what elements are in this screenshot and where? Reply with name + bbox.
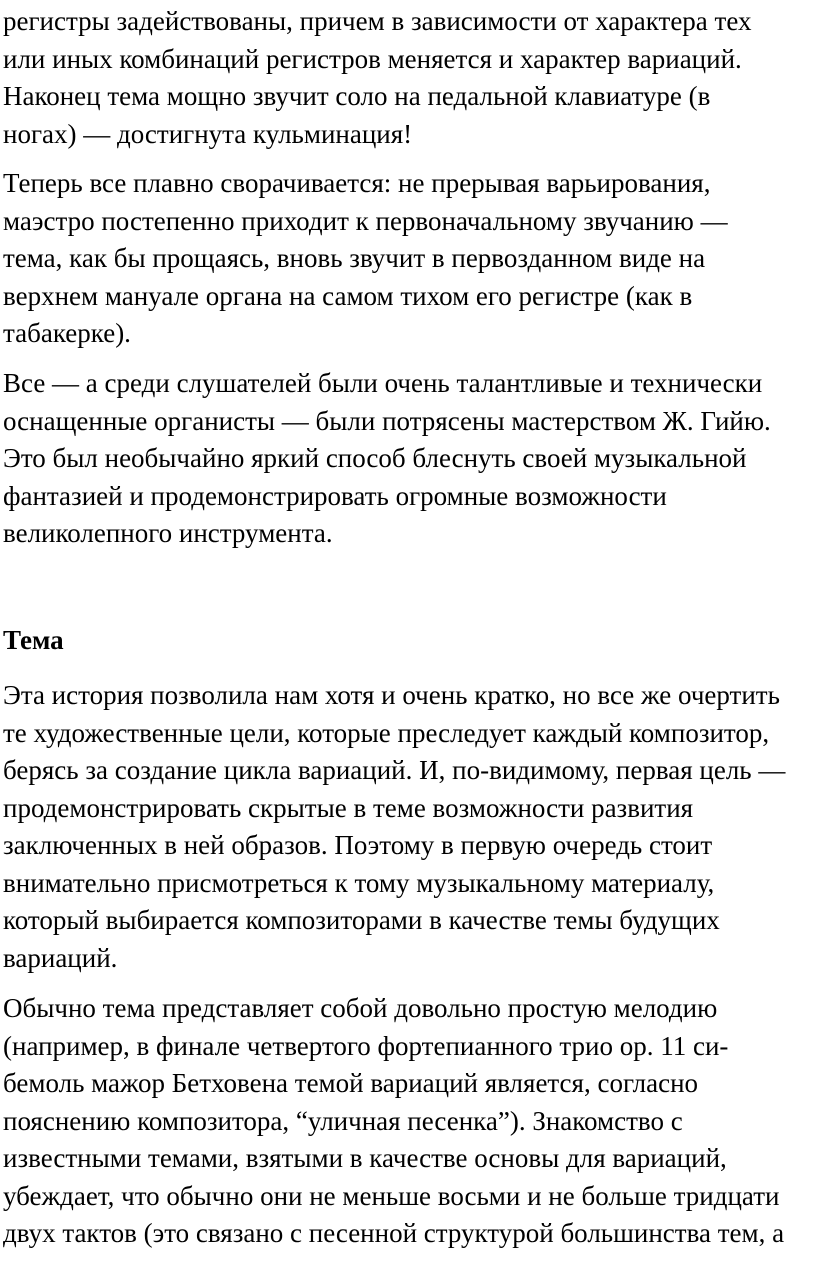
text-line: те художественные цели, которые преследует каждый композитор,	[3, 717, 770, 748]
text-line: маэстро постепенно приходит к первоначальному звучанию —	[3, 205, 728, 236]
text-line: пояснению композитора, “уличная песенка”). Знакомство с	[3, 1105, 683, 1136]
paragraph-organ-registers	[3, 3, 751, 153]
text-line: фантазией и продемонстрировать огромные возможности	[3, 480, 667, 511]
section-heading: Тема	[3, 625, 64, 655]
text-line: великолепного инструмента.	[3, 518, 333, 548]
text-line: (например, в финале четвертого фортепианного трио ор. 11 си-	[3, 1030, 729, 1061]
paragraph-artistic-goals	[3, 677, 785, 977]
text-line: Все — а среди слушателей были очень талантливые и технически	[3, 368, 763, 398]
text-line: верхнем мануале органа на самом тихом его регистре (как в	[3, 280, 693, 311]
text-line: Обычно тема представляет собой довольно простую мелодию	[3, 993, 718, 1023]
text-line: заключенных в ней образов. Поэтому в первую очередь стоит	[3, 830, 713, 860]
text-line: Эта история позволила нам хотя и очень кратко, но все же очертить	[3, 680, 780, 710]
text-line: тема, как бы прощаясь, вновь звучит в первозданном виде на	[3, 243, 706, 273]
text-line: бемоль мажор Бетховена темой вариаций является, согласно	[3, 1068, 699, 1098]
text-line: Теперь все плавно сворачивается: не прерывая варьирования,	[3, 168, 711, 198]
text-line: убеждает, что обычно они не меньше восьми и не больше тридцати	[3, 1180, 780, 1211]
text-line: который выбирается композиторами в качестве темы будущих	[3, 905, 720, 935]
paragraph-listeners-impressed	[3, 365, 771, 553]
text-line: берясь за создание цикла вариаций. И, по-видимому, первая цель —	[3, 755, 786, 785]
text-line: двух тактов (это связано с песенной структурой большинства тем, а	[3, 1218, 785, 1248]
paragraph-theme-farewell	[3, 165, 728, 353]
text-line: оснащенные органисты — были потрясены мастерством Ж. Гийю.	[3, 405, 771, 436]
text-line: известными темами, взятыми в качестве основы для вариаций,	[3, 1143, 727, 1173]
text-line: ногах) — достигнута кульминация!	[3, 118, 413, 149]
text-line: или иных комбинаций регистров меняется и характер вариаций.	[3, 43, 742, 74]
text-line: внимательно присмотреться к тому музыкальному материалу,	[3, 867, 715, 898]
text-line: вариаций.	[3, 942, 118, 973]
text-line: регистры задействованы, причем в зависимости от характера тех	[3, 6, 752, 36]
text-line: Наконец тема мощно звучит соло на педальной клавиатуре (в	[3, 81, 711, 111]
text-line: табакерке).	[3, 318, 131, 348]
text-line: Это был необычайно яркий способ блеснуть своей музыкальной	[3, 443, 747, 473]
paragraph-simple-melody	[3, 990, 784, 1253]
text-line: продемонстрировать скрытые в теме возможности развития	[3, 792, 694, 823]
